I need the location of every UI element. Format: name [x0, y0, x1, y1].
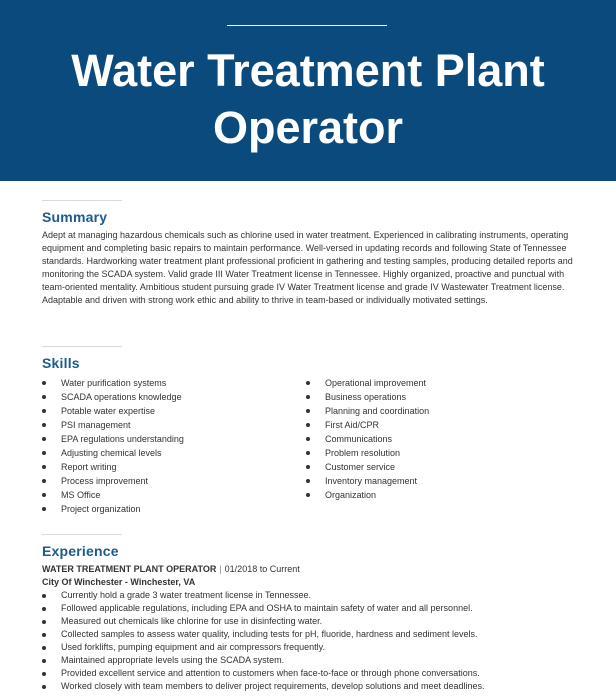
list-item	[42, 432, 184, 446]
skill-label: Project organization	[61, 504, 141, 514]
list-item	[306, 432, 429, 446]
skill-label: MS Office	[61, 490, 101, 500]
skill-label: Organization	[325, 490, 377, 500]
bullet-icon	[42, 659, 46, 663]
bullet-icon	[306, 479, 310, 483]
skill-label: Water purification systems	[61, 378, 167, 388]
list-item	[42, 376, 184, 390]
bullet-icon	[42, 594, 46, 598]
bullet-icon	[42, 633, 46, 637]
skills-list-right	[306, 376, 429, 502]
summary-divider	[42, 200, 122, 201]
header-banner	[0, 0, 616, 181]
experience-bullet-text: Maintained appropriate levels using the SCADA system.	[61, 655, 285, 665]
job-dates: 01/2018 to Current	[224, 564, 300, 574]
list-item	[42, 474, 184, 488]
experience-bullet-text: Worked closely with team members to deliver project requirements, develop solutions and meet deadlines.	[61, 681, 485, 691]
skills-divider	[42, 346, 122, 347]
list-item	[42, 602, 485, 615]
list-item	[306, 376, 429, 390]
bullet-icon	[42, 451, 46, 455]
bullet-icon	[42, 479, 46, 483]
bullet-icon	[42, 493, 46, 497]
list-item	[42, 390, 184, 404]
list-item	[42, 404, 184, 418]
skill-label: Problem resolution	[325, 448, 401, 458]
skill-label: EPA regulations understanding	[61, 434, 184, 444]
bullet-icon	[42, 507, 46, 511]
job-title: WATER TREATMENT PLANT OPERATOR	[42, 564, 217, 574]
bullet-icon	[42, 381, 46, 385]
list-item	[42, 502, 184, 516]
skill-label: Process improvement	[61, 476, 149, 486]
list-item	[42, 654, 485, 667]
bullet-icon	[42, 423, 46, 427]
skill-label: Business operations	[325, 392, 407, 402]
list-item	[306, 418, 429, 432]
skill-label: Planning and coordination	[325, 406, 430, 416]
bullet-icon	[306, 395, 310, 399]
bullet-icon	[42, 465, 46, 469]
bullet-icon	[42, 685, 46, 689]
skill-label: Potable water expertise	[61, 406, 156, 416]
skill-label: PSI management	[61, 420, 131, 430]
experience-bullet-text: Followed applicable regulations, including EPA and OSHA to maintain safety of water and all personnel.	[61, 603, 473, 613]
skill-label: Customer service	[325, 462, 396, 472]
employer: City Of Winchester - Winchester, VA	[42, 577, 196, 587]
list-item	[42, 460, 184, 474]
bullet-icon	[306, 451, 310, 455]
skills-list-left	[42, 376, 184, 516]
list-item	[306, 390, 429, 404]
experience-bullets	[42, 589, 485, 693]
bullet-icon	[306, 465, 310, 469]
header-divider	[227, 25, 387, 26]
bullet-icon	[42, 646, 46, 650]
bullet-icon	[42, 409, 46, 413]
list-item	[42, 446, 184, 460]
experience-heading: Experience	[42, 543, 119, 559]
skills-heading: Skills	[42, 355, 80, 371]
bullet-icon	[42, 620, 46, 624]
bullet-icon	[306, 409, 310, 413]
experience-divider	[42, 534, 122, 535]
list-item	[42, 680, 485, 693]
bullet-icon	[306, 493, 310, 497]
list-item	[42, 615, 485, 628]
skill-label: SCADA operations knowledge	[61, 392, 182, 402]
bullet-icon	[306, 437, 310, 441]
summary-text: Adept at managing hazardous chemicals such as chlorine used in water treatment. Experienced in calibrating instruments, operating equipment and completing basic repairs to maintain performance. Well-versed in updating records and following State of Tennessee standards. Hardworking water treatment plant professional proficient in gathering and testing samples, producing detailed reports and monitoring the SCADA system. Valid grade III Water Treatment license in Tennessee. Highly organized, proactive and punctual with team-oriented mentality. Ambitious student pursuing grade IV Water Treatment license and grade IV Wastewater Treatment license. Adaptable and driven with strong work ethic and ability to thrive in team-based or individually motivated settings.	[42, 230, 573, 306]
skill-label: Inventory management	[325, 476, 418, 486]
page-title: Water Treatment Plant Operator	[71, 45, 545, 153]
list-item	[42, 589, 485, 602]
list-item	[306, 460, 429, 474]
skill-label: First Aid/CPR	[325, 420, 380, 430]
list-item	[306, 446, 429, 460]
job-separator: |	[219, 564, 222, 574]
skill-label: Operational improvement	[325, 378, 427, 388]
bullet-icon	[42, 672, 46, 676]
skill-label: Report writing	[61, 462, 117, 472]
summary-heading: Summary	[42, 209, 108, 225]
bullet-icon	[42, 395, 46, 399]
list-item	[42, 641, 485, 654]
experience-bullet-text: Currently hold a grade 3 water treatment license in Tennessee.	[61, 590, 311, 600]
bullet-icon	[306, 381, 310, 385]
list-item	[42, 418, 184, 432]
list-item	[306, 404, 429, 418]
list-item	[42, 667, 485, 680]
experience-bullet-text: Collected samples to assess water quality, including tests for pH, fluoride, hardness and sediment levels.	[61, 629, 478, 639]
bullet-icon	[42, 437, 46, 441]
list-item	[306, 474, 429, 488]
experience-bullet-text: Provided excellent service and attention to customers when face-to-face or through phone conversations.	[61, 668, 480, 678]
skill-label: Adjusting chemical levels	[61, 448, 162, 458]
list-item	[42, 488, 184, 502]
job-header	[42, 563, 300, 575]
bullet-icon	[306, 423, 310, 427]
list-item	[42, 628, 485, 641]
skill-label: Communications	[325, 434, 393, 444]
list-item	[306, 488, 429, 502]
experience-bullet-text: Used forklifts, pumping equipment and air compressors frequently.	[61, 642, 325, 652]
bullet-icon	[42, 607, 46, 611]
experience-bullet-text: Measured out chemicals like chlorine for use in disinfecting water.	[61, 616, 323, 626]
